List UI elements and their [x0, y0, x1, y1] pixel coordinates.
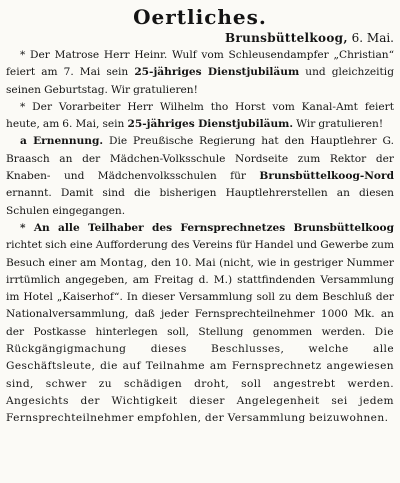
dateline	[6, 30, 394, 47]
news-item-text: ernannt. Damit sind die bisherigen Hauptlehrerstellen an diesen Schulen eingegangen.	[6, 187, 394, 217]
news-item-matrose	[6, 47, 394, 99]
news-item-title: * An alle Teilhaber des Fernsprechnetzes Brunsbüttelkoog	[20, 221, 394, 234]
news-item-vorarbeiter	[6, 99, 394, 134]
news-item-text: und gleichzeitig seinen Geburtstag. Wir gratulieren!	[6, 66, 394, 96]
news-item-text: * Der Vorarbeiter Herr Wilhelm tho Horst vom Kanal-Amt feiert heute, am 6. Mai, sein	[6, 100, 394, 131]
news-item-emphasis: 25-jähriges Dienstjubiläum.	[127, 118, 294, 131]
news-item-text: den 10. Mai (nicht, wie in gestriger Nummer irrtümlich angegeben, am Freitag d. M.) stattfindenden Versammlung im Hotel „Kaiserhof“. In dieser Versammlung soll zu dem Beschluß der Nationalversammlung, daß jeder Fernsprechteilnehmer 1000 Mk. an der Postkasse hinterlegen soll, Stellung genommen werden.	[6, 256, 394, 338]
news-item-ernennung	[6, 133, 394, 219]
dateline-date: 6. Mai.	[351, 31, 394, 45]
news-item-fernsprechnetz	[6, 220, 394, 428]
news-item-emphasis: 25-jähriges Dienstjubiläum	[134, 66, 300, 79]
news-item-spaced: Die Rückgängigmachung dieses Beschlusses, welche alle Geschäftsleute, die auf Teilnahme am Fernsprechnetz angewiesen sind, schwer zu schädigen droht, soll angestrebt werden. Angesichts der Wichtigkeit dieser Angelegenheit sei jedem Fernsprechteilnehmer empfohlen, der Versammlung beizuwohnen.	[6, 325, 394, 425]
section-heading: Oertliches.	[133, 5, 267, 29]
news-item-text: * Der Matrose Herr Heinr. Wulf vom Schleusendampfer „Christian“ feiert am 7. Mai sein	[6, 49, 394, 79]
dateline-place: Brunsbüttelkoog,	[225, 31, 348, 45]
news-item-emphasis: Brunsbüttelkoog-Nord	[259, 170, 394, 183]
news-item-spaced: Montag,	[100, 256, 148, 269]
news-item-text: richtet sich eine Aufforderung des Vereins für Handel und Gewerbe zum Besuch einer am	[6, 239, 394, 269]
news-item-text: Die Preußische Regierung hat den Hauptlehrer G. Braasch an der Mädchen-Volksschule Nordseite zum Rektor der Knaben- und Mädchenvolksschulen für	[6, 135, 394, 183]
news-item-title: a Ernennung.	[20, 135, 104, 148]
news-item-text: Wir gratulieren!	[296, 118, 384, 131]
